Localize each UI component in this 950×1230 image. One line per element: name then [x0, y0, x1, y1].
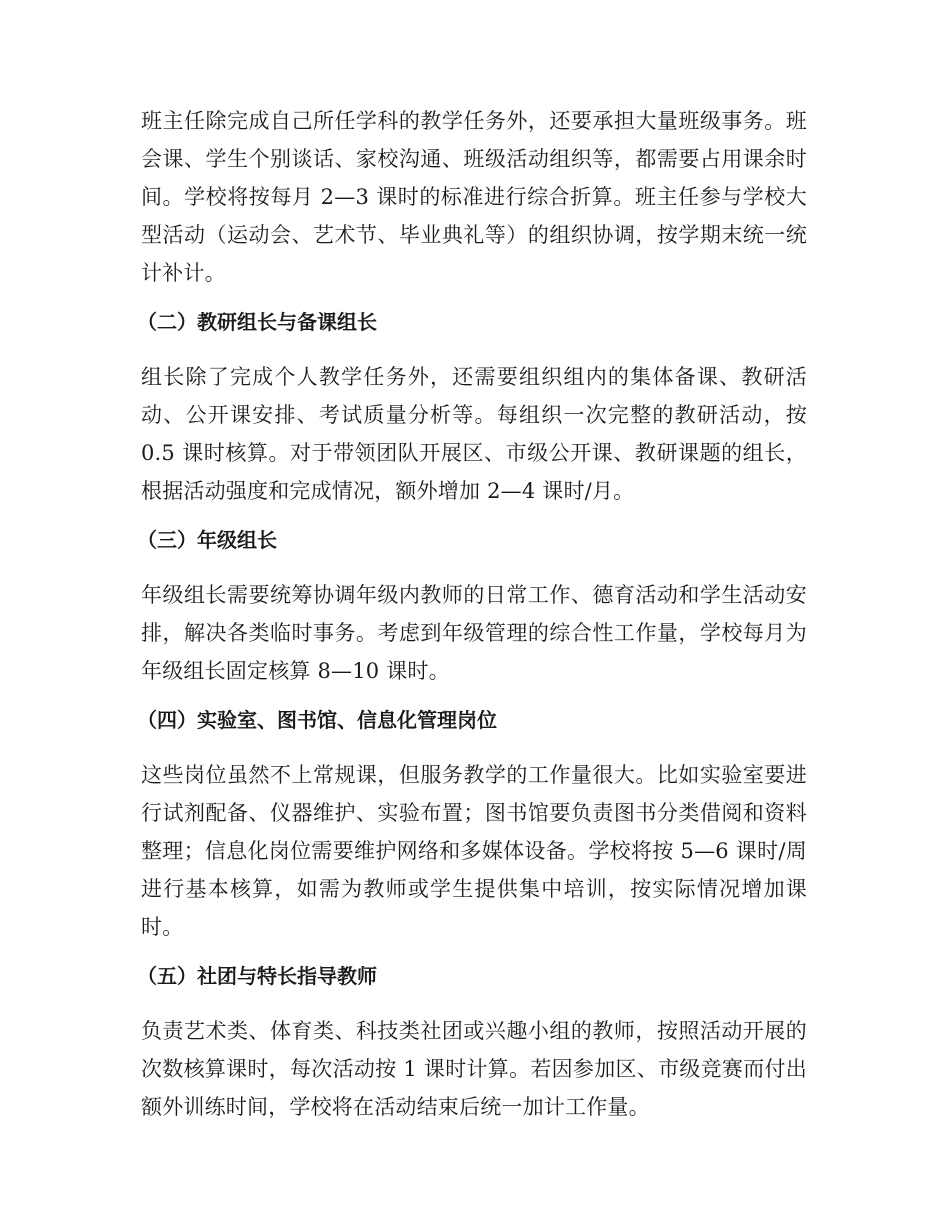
paragraph-grade-leader: 年级组长需要统筹协调年级内教师的日常工作、德育活动和学生活动安排，解决各类临时事务。考虑到年级管理的综合性工作量，学校每月为年级组长固定核算 8—10 课时。 [141, 583, 807, 683]
paragraph-head-teacher: 班主任除完成自己所任学科的教学任务外，还要承担大量班级事务。班会课、学生个别谈话、家校沟通、班级活动组织等，都需要占用课余时间。学校将按每月 2—3 课时的标准进行综合折算。班主任参与学校大型活动（运动会、艺术节、毕业典礼等）的组织协调，按学期末统一统计补计。 [141, 109, 807, 285]
document-body [137, 102, 807, 1137]
heading-club-instructor: （五）社团与特长指导教师 [137, 964, 377, 988]
heading-lab-library-it: （四）实验室、图书馆、信息化管理岗位 [137, 708, 497, 732]
heading-grade-leader: （三）年级组长 [137, 528, 277, 552]
paragraph-research-group-leader: 组长除了完成个人教学任务外，还需要组织组内的集体备课、教研活动、公开课安排、考试质量分析等。每组织一次完整的教研活动，按 0.5 课时核算。对于带领团队开展区、市级公开课、教研课题的组长，根据活动强度和完成情况，额外增加 2—4 课时/月。 [141, 365, 807, 503]
paragraph-lab-library-it: 这些岗位虽然不上常规课，但服务教学的工作量很大。比如实验室要进行试剂配备、仪器维护、实验布置；图书馆要负责图书分类借阅和资料整理；信息化岗位需要维护网络和多媒体设备。学校将按 5—6 课时/周进行基本核算，如需为教师或学生提供集中培训，按实际情况增加课时。 [141, 763, 807, 939]
heading-research-group-leader: （二）教研组长与备课组长 [137, 310, 377, 334]
paragraph-club-instructor: 负责艺术类、体育类、科技类社团或兴趣小组的教师，按照活动开展的次数核算课时，每次活动按 1 课时计算。若因参加区、市级竞赛而付出额外训练时间，学校将在活动结束后统一加计工作量。 [141, 1019, 807, 1119]
